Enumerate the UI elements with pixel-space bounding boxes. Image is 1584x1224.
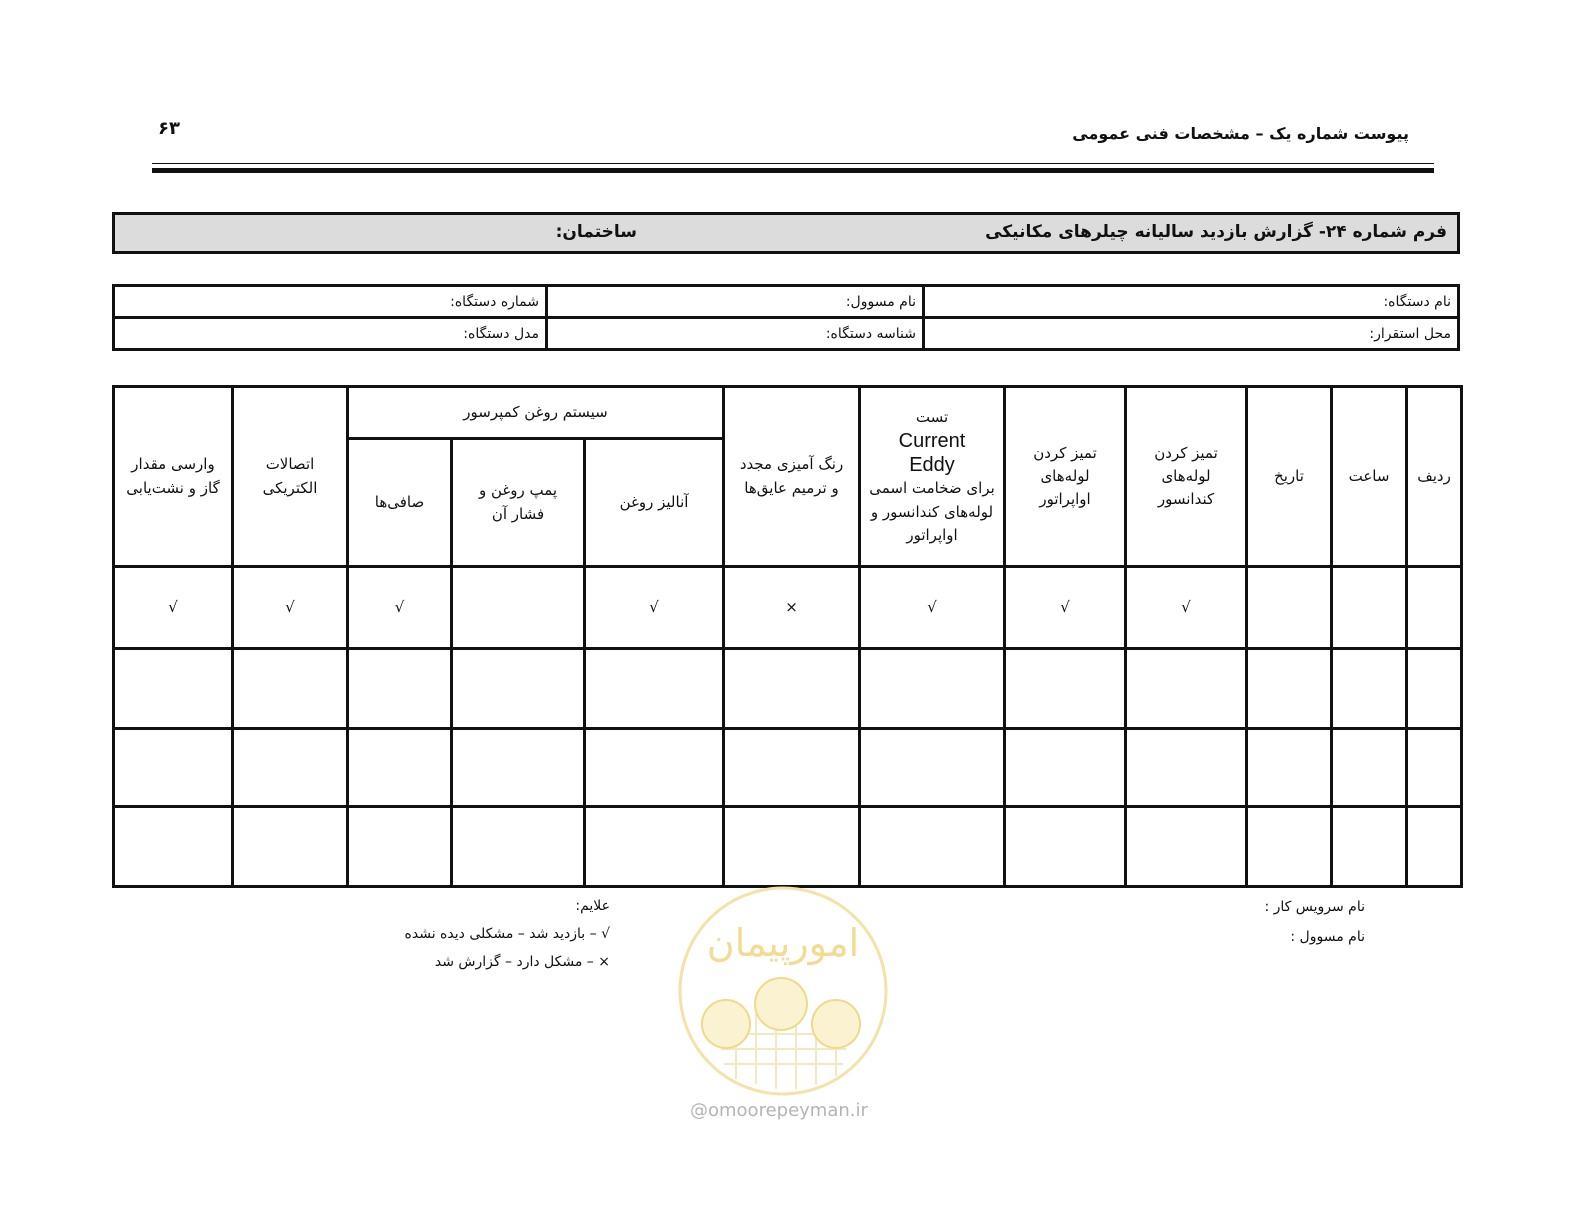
watermark-url: @omoorepeyman.ir	[690, 1100, 868, 1121]
empty-cell[interactable]	[114, 649, 233, 729]
cell-eddy[interactable]: √	[860, 567, 1005, 649]
empty-cell[interactable]	[114, 807, 233, 887]
cell-date[interactable]	[1247, 567, 1332, 649]
empty-cell[interactable]	[585, 729, 724, 807]
table-row	[114, 567, 1462, 649]
header-paint	[724, 387, 860, 567]
location-label: محل استقرار:	[1369, 325, 1451, 342]
header-paint-text: رنگ آمیزی مجدد و ترمیم عایق‌ها	[739, 455, 844, 497]
service-name-label: نام سرویس کار :	[1264, 899, 1365, 915]
header-condenser-clean	[1126, 387, 1247, 567]
header-rule-thin	[152, 163, 1434, 164]
inspection-table	[112, 385, 1463, 888]
device-id-label: شناسه دستگاه:	[825, 325, 916, 342]
watermark-logo-text: امورپیمان	[706, 921, 860, 965]
cell-condenser-clean[interactable]: √	[1126, 567, 1247, 649]
empty-cell[interactable]	[1126, 649, 1247, 729]
empty-cell[interactable]	[1005, 807, 1126, 887]
empty-cell[interactable]	[860, 649, 1005, 729]
page-header-title: پیوست شماره یک – مشخصات فنی عمومی	[1072, 124, 1409, 143]
empty-cell[interactable]	[860, 807, 1005, 887]
empty-cell[interactable]	[1407, 807, 1462, 887]
empty-cell[interactable]	[348, 807, 452, 887]
watermark-logo	[676, 884, 891, 1099]
empty-cell[interactable]	[348, 729, 452, 807]
empty-cell[interactable]	[452, 649, 585, 729]
header-eddy-current	[860, 387, 1005, 567]
header-oil-system: سیستم روغن کمپرسور	[348, 387, 724, 439]
empty-cell[interactable]	[233, 649, 348, 729]
empty-cell[interactable]	[348, 649, 452, 729]
table-row	[114, 807, 1462, 887]
empty-cell[interactable]	[233, 807, 348, 887]
empty-cell[interactable]	[585, 649, 724, 729]
legend-title: علایم:	[575, 898, 610, 914]
cell-paint[interactable]: ×	[724, 567, 860, 649]
empty-cell[interactable]	[1126, 729, 1247, 807]
empty-cell[interactable]	[724, 807, 860, 887]
table-row	[114, 729, 1462, 807]
eddy-bottom-text: برای ضخامت اسمی لوله‌های کندانسور و اواپراتور	[869, 479, 995, 544]
header-time: ساعت	[1332, 387, 1407, 567]
empty-cell[interactable]	[1005, 729, 1126, 807]
header-rule-thick	[152, 168, 1434, 173]
header-date: تاریخ	[1247, 387, 1332, 567]
device-info-table	[112, 284, 1460, 351]
responsible-label: نام مسوول :	[1290, 929, 1365, 945]
empty-cell[interactable]	[1407, 729, 1462, 807]
form-title-bar	[112, 212, 1460, 254]
device-number-label: شماره دستگاه:	[450, 293, 539, 310]
cell-evaporator-clean[interactable]: √	[1005, 567, 1126, 649]
empty-cell[interactable]	[1332, 729, 1407, 807]
cell-gas-leak[interactable]: √	[114, 567, 233, 649]
cell-oil-pump[interactable]	[452, 567, 585, 649]
legend-check: √ – بازدید شد – مشکلی دیده نشده	[404, 926, 610, 942]
header-row-number: ردیف	[1407, 387, 1462, 567]
empty-cell[interactable]	[452, 807, 585, 887]
responsible-name-label: نام مسوول:	[845, 293, 916, 310]
empty-cell[interactable]	[233, 729, 348, 807]
empty-cell[interactable]	[860, 729, 1005, 807]
device-name-field[interactable]	[924, 286, 1459, 318]
header-filters: صافی‌ها	[348, 439, 452, 567]
legend-cross: × – مشکل دارد – گزارش شد	[434, 954, 610, 970]
device-number-field[interactable]	[114, 286, 547, 318]
empty-cell[interactable]	[585, 807, 724, 887]
empty-cell[interactable]	[724, 649, 860, 729]
device-name-label: نام دستگاه:	[1383, 293, 1451, 310]
empty-cell[interactable]	[114, 729, 233, 807]
empty-cell[interactable]	[1005, 649, 1126, 729]
legend	[390, 892, 610, 976]
header-gas-leak-text: وارسی مقدار گاز و نشت‌یابی	[126, 455, 220, 497]
responsible-name-field[interactable]	[547, 286, 924, 318]
header-condenser-clean-text: تمیز کردن لوله‌های کندانسور	[1154, 443, 1218, 509]
cell-row[interactable]	[1407, 567, 1462, 649]
header-gas-leak	[114, 387, 233, 567]
device-model-label: مدل دستگاه:	[463, 325, 539, 342]
eddy-top-text: تست	[915, 408, 949, 426]
empty-cell[interactable]	[452, 729, 585, 807]
eddy-latin-1: Current	[898, 430, 966, 453]
empty-cell[interactable]	[1332, 649, 1407, 729]
cell-time[interactable]	[1332, 567, 1407, 649]
location-field[interactable]	[924, 318, 1459, 350]
empty-cell[interactable]	[1332, 807, 1407, 887]
empty-cell[interactable]	[1126, 807, 1247, 887]
header-oil-pump-text: پمپ روغن و فشار آن	[478, 481, 558, 523]
empty-cell[interactable]	[1247, 729, 1332, 807]
empty-cell[interactable]	[724, 729, 860, 807]
header-electrical	[233, 387, 348, 567]
header-oil-pump	[452, 439, 585, 567]
footer-signatures	[1180, 892, 1365, 952]
cell-electrical[interactable]: √	[233, 567, 348, 649]
building-label: ساختمان:	[555, 222, 637, 242]
header-oil-analysis: آنالیز روغن	[585, 439, 724, 567]
empty-cell[interactable]	[1247, 807, 1332, 887]
device-model-field[interactable]	[114, 318, 547, 350]
header-evaporator-clean	[1005, 387, 1126, 567]
header-electrical-text: اتصالات الکتریکی	[262, 455, 318, 497]
header-evaporator-clean-text: تمیز کردن لوله‌های اواپراتور	[1033, 443, 1097, 509]
empty-cell[interactable]	[1247, 649, 1332, 729]
form-title: فرم شماره ۲۴- گزارش بازدید سالیانه چیلرهای مکانیکی	[985, 222, 1447, 242]
page-number: ۶۳	[158, 118, 180, 139]
empty-cell[interactable]	[1407, 649, 1462, 729]
device-id-field[interactable]	[547, 318, 924, 350]
cell-filters[interactable]: √	[348, 567, 452, 649]
table-row	[114, 649, 1462, 729]
cell-oil-analysis[interactable]: √	[585, 567, 724, 649]
eddy-latin-2: Eddy	[909, 454, 955, 477]
